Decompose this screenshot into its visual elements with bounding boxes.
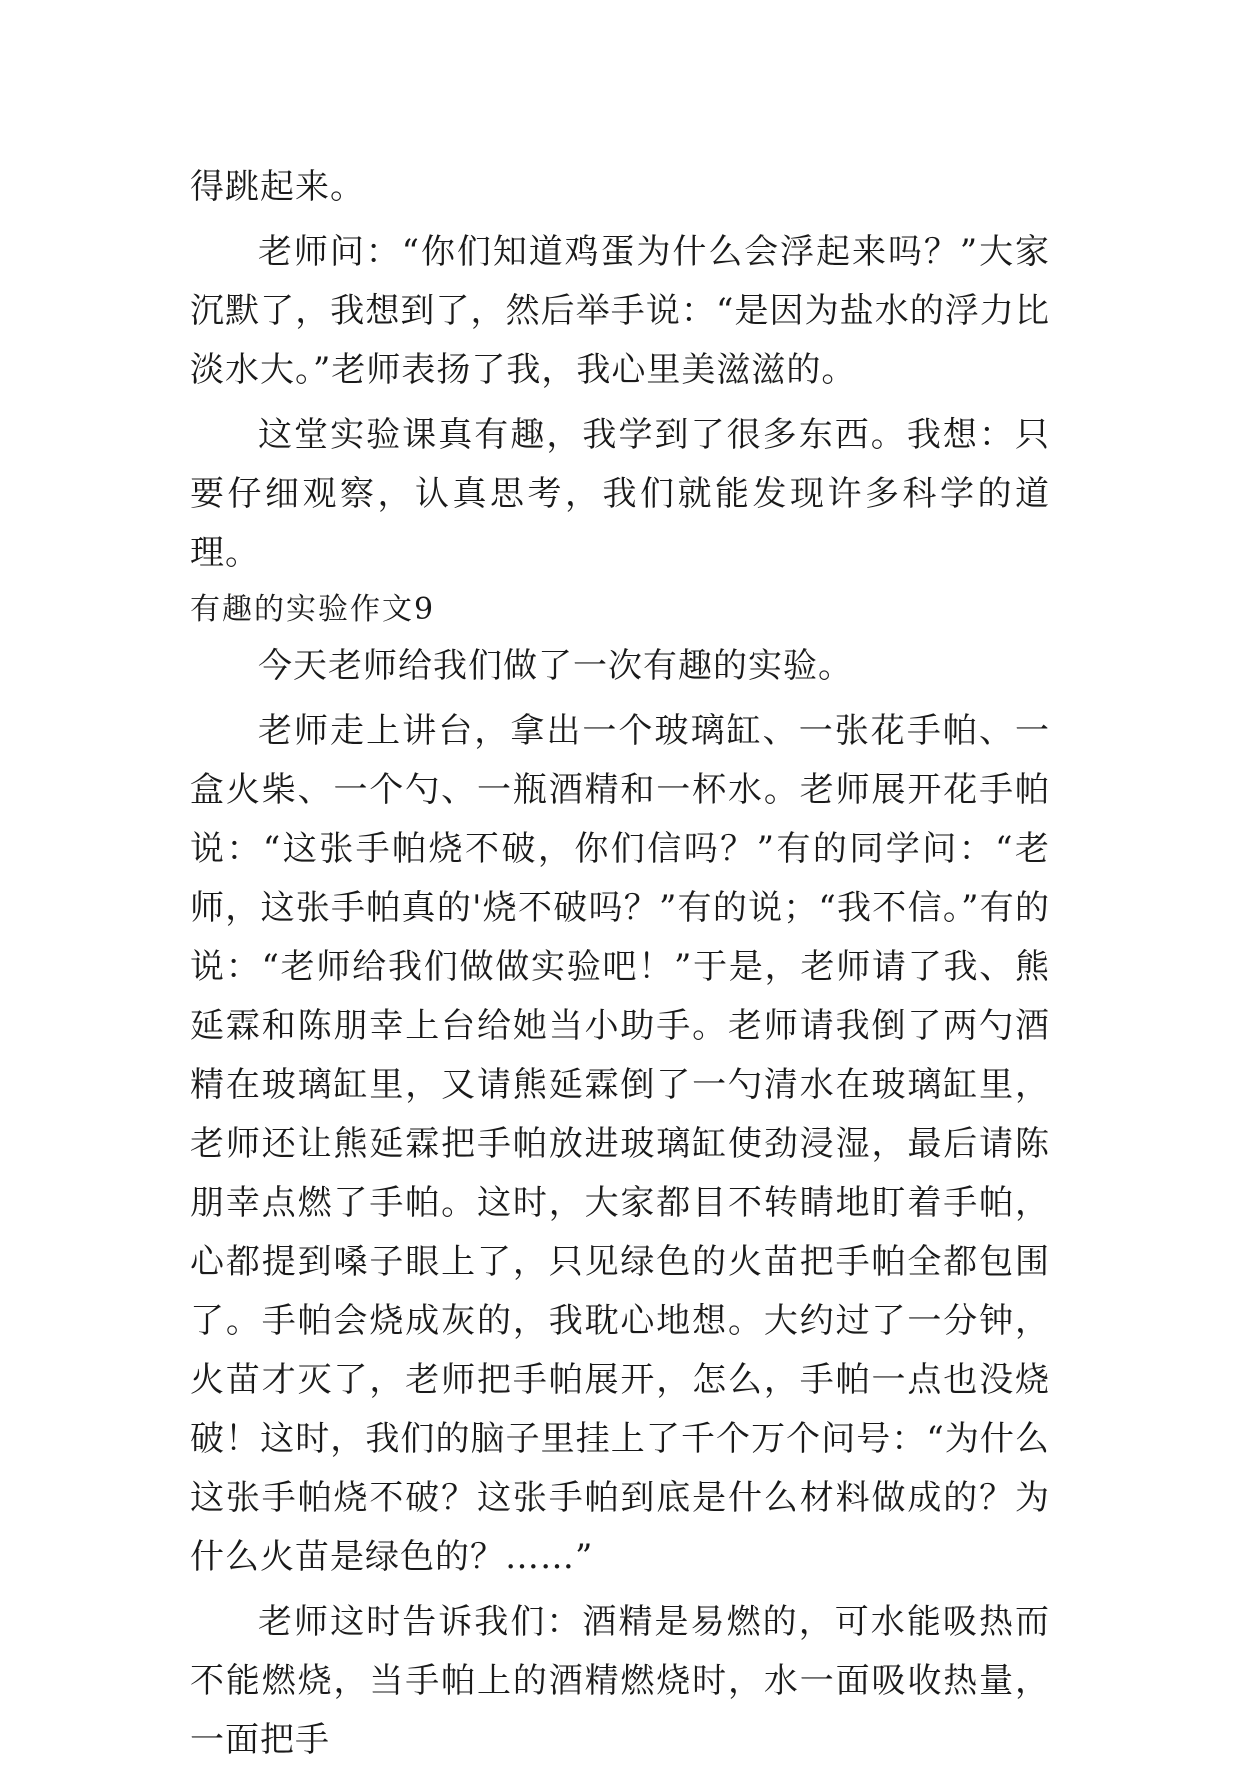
document-body — [190, 158, 1050, 1770]
essay-title: 有趣的实验作文9 — [190, 592, 436, 627]
paragraph-conclusion: 这堂实验课真有趣，我学到了很多东西。我想：只要仔细观察，认真思考，我们就能发现许多科学的道理。 — [190, 415, 1050, 573]
paragraph-teacher-question: 老师问：“你们知道鸡蛋为什么会浮起来吗？”大家沉默了，我想到了，然后举手说：“是因为盐水的浮力比淡水大。”老师表扬了我，我心里美滋滋的。 — [190, 232, 1050, 390]
paragraph-experiment: 老师走上讲台，拿出一个玻璃缸、一张花手帕、一盒火柴、一个勺、一瓶酒精和一杯水。老师展开花手帕说：“这张手帕烧不破，你们信吗？”有的同学问：“老师，这张手帕真的'烧不破吗？”有的说；“我不信。”有的说：“老师给我们做做实验吧！”于是，老师请了我、熊延霖和陈朋幸上台给她当小助手。老师请我倒了两勺酒精在玻璃缸里，又请熊延霖倒了一勺清水在玻璃缸里，老师还让熊延霖把手帕放进玻璃缸使劲浸湿，最后请陈朋幸点燃了手帕。这时，大家都目不转睛地盯着手帕，心都提到嗓子眼上了，只见绿色的火苗把手帕全都包围了。手帕会烧成灰的，我耽心地想。大约过了一分钟，火苗才灭了，老师把手帕展开，怎么，手帕一点也没烧破！这时，我们的脑子里挂上了千个万个问号：“为什么这张手帕烧不破？这张手帕到底是什么材料做成的？为什么火苗是绿色的？……” — [190, 711, 1050, 1577]
paragraph-continuation: 得跳起来。 — [190, 167, 365, 207]
paragraph-intro: 今天老师给我们做了一次有趣的实验。 — [258, 646, 853, 686]
paragraph-explanation: 老师这时告诉我们：酒精是易燃的，可水能吸热而不能燃烧，当手帕上的酒精燃烧时，水一面吸收热量，一面把手 — [190, 1602, 1050, 1760]
